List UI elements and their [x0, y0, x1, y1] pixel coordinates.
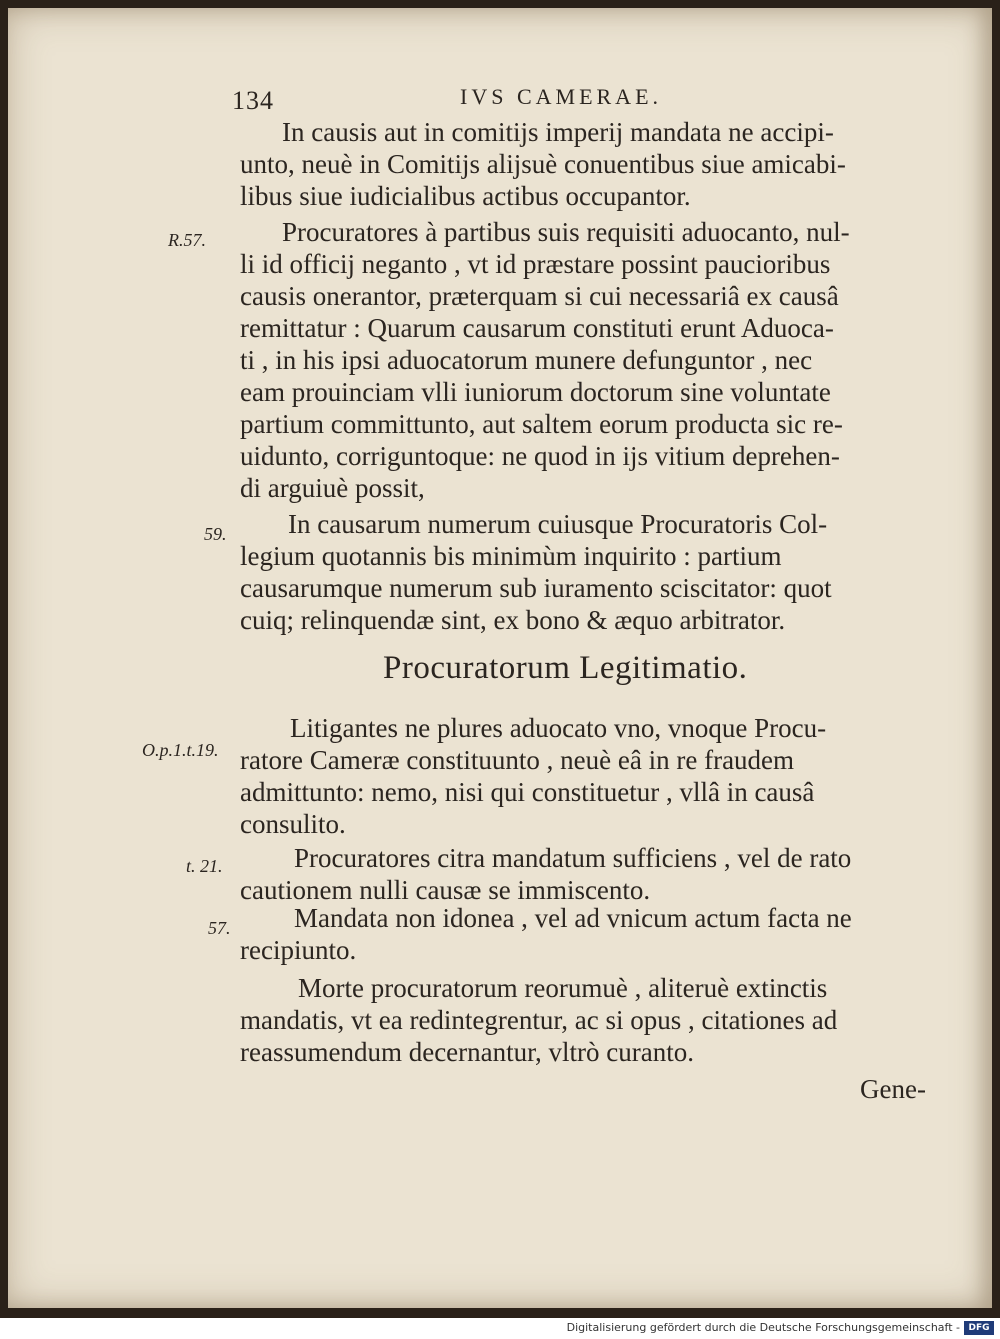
- text-line: unto, neuè in Comitijs alijsuè conuentibus siue amicabi-: [240, 149, 846, 179]
- text-line: partium committunto, aut saltem eorum producta sic re-: [240, 409, 843, 439]
- text-line: Litigantes ne plures aduocato vno, vnoque Procu-: [290, 713, 827, 743]
- section-heading: Procuratorum Legitimatio.: [383, 650, 748, 686]
- running-head: IVS CAMERAE.: [460, 84, 663, 109]
- margin-note: t. 21.: [186, 856, 223, 876]
- text-line: libus siue iudicialibus actibus occupantor.: [240, 181, 691, 211]
- text-line: Procuratores citra mandatum sufficiens , vel de rato: [294, 843, 852, 873]
- text-line: Mandata non idonea , vel ad vnicum actum facta ne: [294, 903, 852, 933]
- page-number: 134: [232, 86, 274, 115]
- margin-note: 57.: [208, 918, 231, 938]
- text-line: remittatur : Quarum causarum constituti erunt Aduoca-: [240, 313, 834, 343]
- margin-note: 59.: [204, 524, 227, 544]
- text-line: li id officij neganto , vt id præstare possint paucioribus: [240, 249, 831, 279]
- digitization-credit: Digitalisierung gefördert durch die Deutsche Forschungsgemeinschaft -: [566, 1321, 960, 1334]
- text-line: uidunto, corriguntoque: ne quod in ijs vitium deprehen-: [240, 441, 840, 471]
- text-line: admittunto: nemo, nisi qui constituetur , vllâ in causâ: [240, 777, 815, 807]
- footer-bar: [0, 1318, 1000, 1339]
- text-line: di arguiuè possit,: [240, 473, 425, 503]
- text-line: causarumque numerum sub iuramento sciscitator: quot: [240, 573, 832, 603]
- text-line: mandatis, vt ea redintegrentur, ac si opus , citationes ad: [240, 1005, 838, 1035]
- margin-note: O.p.1.t.19.: [142, 740, 219, 760]
- text-line: cuiq; relinquendæ sint, ex bono & æquo arbitrator.: [240, 605, 786, 635]
- text-line: In causis aut in comitijs imperij mandata ne accipi-: [282, 117, 834, 147]
- text-line: legium quotannis bis minimùm inquirito : partium: [240, 541, 782, 571]
- text-line: cautionem nulli causæ se immiscento.: [240, 875, 651, 905]
- text-line: Procuratores à partibus suis requisiti aduocanto, nul-: [282, 217, 850, 247]
- text-line: eam prouinciam vlli iuniorum doctorum sine voluntate: [240, 377, 831, 407]
- text-line: causis onerantor, præterquam si cui necessariâ ex causâ: [240, 281, 839, 311]
- text-line: ratore Cameræ constituunto , neuè eâ in re fraudem: [240, 745, 795, 775]
- margin-note: R.57.: [168, 230, 206, 250]
- text-line: consulito.: [240, 809, 346, 839]
- catchword: Gene-: [860, 1074, 926, 1104]
- text-line: In causarum numerum cuiusque Procuratoris Col-: [288, 509, 828, 539]
- dfg-logo: DFG: [964, 1321, 994, 1335]
- text-line: reassumendum decernantur, vltrò curanto.: [240, 1037, 695, 1067]
- text-line: recipiunto.: [240, 935, 357, 965]
- text-line: Morte procuratorum reorumuè , aliteruè extinctis: [298, 973, 828, 1003]
- book-page: [8, 8, 992, 1308]
- text-line: ti , in his ipsi aduocatorum munere defunguntor , nec: [240, 345, 813, 375]
